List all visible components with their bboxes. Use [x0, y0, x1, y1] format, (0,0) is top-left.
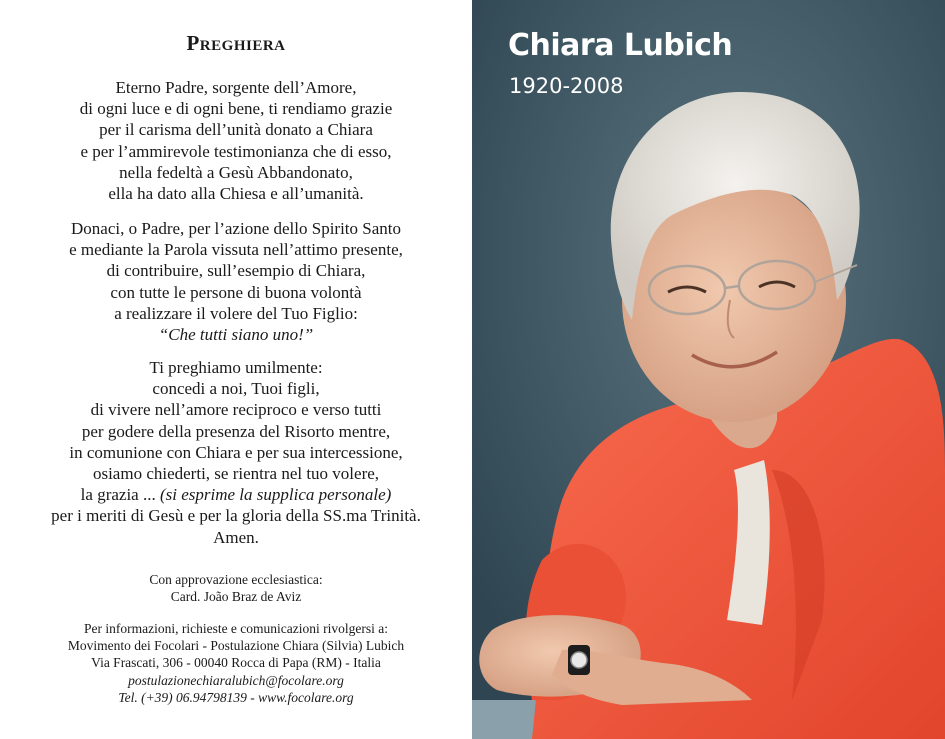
prayer-line: con tutte le persone di buona volontà: [110, 282, 362, 302]
prayer-line: Eterno Padre, sorgente dell’Amore,: [115, 78, 357, 97]
ecclesiastical-approval: [0, 571, 472, 605]
prayer-line: di ogni luce e di ogni bene, ti rendiamo grazie: [79, 99, 393, 119]
prayer-line: ella ha dato alla Chiesa e all’umanità.: [108, 184, 364, 204]
info-address: Via Frascati, 306 - 00040 Rocca di Papa (RM) - Italia: [91, 655, 381, 671]
info-email: postulazionechiaralubich@focolare.org: [128, 672, 344, 688]
prayer-amen: Amen.: [213, 527, 259, 547]
info-intro: Per informazioni, richieste e comunicazioni rivolgersi a:: [83, 621, 389, 636]
prayer-line: osiamo chiederti, se rientra nel tuo volere,: [92, 464, 380, 484]
approval-label: Con approvazione ecclesiastica:: [149, 572, 323, 587]
prayer-title: Preghiera: [186, 31, 286, 55]
prayer-panel: [0, 0, 472, 739]
prayer-line: e mediante la Parola vissuta nell’attimo presente,: [69, 240, 403, 260]
prayer-grace-note: (si esprime la supplica personale): [159, 485, 392, 505]
life-years: 1920-2008: [509, 74, 624, 98]
portrait-photo: [472, 0, 945, 739]
person-name: Chiara Lubich: [508, 28, 733, 63]
prayer-line: nella fedeltà a Gesù Abbandonato,: [119, 162, 353, 182]
info-organization: Movimento dei Focolari - Postulazione Chiara (Silvia) Lubich: [67, 638, 405, 654]
prayer-line: per il carisma dell’unità donato a Chiara: [99, 120, 373, 140]
contact-info: [0, 620, 472, 706]
prayer-line: per i meriti di Gesù e per la gloria della SS.ma Trinità.: [51, 506, 421, 526]
prayer-line: Donaci, o Padre, per l’azione dello Spirito Santo: [71, 219, 401, 238]
prayer-line: di vivere nell’amore reciproco e verso tutti: [90, 400, 382, 420]
prayer-line: Ti preghiamo umilmente:: [149, 358, 323, 377]
prayer-line: in comunione con Chiara e per sua intercessione,: [69, 442, 403, 462]
prayer-line: concedi a noi, Tuoi figli,: [152, 379, 320, 399]
prayer-stanza-2: [0, 218, 472, 345]
prayer-grace: la grazia ...: [80, 485, 156, 505]
prayer-quote: “Che tutti siano uno!”: [158, 325, 314, 345]
prayer-line: e per l’ammirevole testimonianza che di esso,: [80, 141, 392, 161]
prayer-line: di contribuire, sull’esempio di Chiara,: [106, 261, 366, 281]
prayer-stanza-3: [0, 357, 472, 548]
prayer-line: per godere della presenza del Risorto mentre,: [81, 421, 391, 441]
prayer-stanza-1: [0, 77, 472, 204]
approval-cardinal: Card. João Braz de Aviz: [170, 589, 302, 605]
portrait-panel: [472, 0, 945, 739]
info-phone-website: Tel. (+39) 06.94798139 - www.focolare.org: [118, 689, 354, 705]
prayer-grace-line: [0, 484, 472, 505]
prayer-line: a realizzare il volere del Tuo Figlio:: [114, 303, 358, 323]
